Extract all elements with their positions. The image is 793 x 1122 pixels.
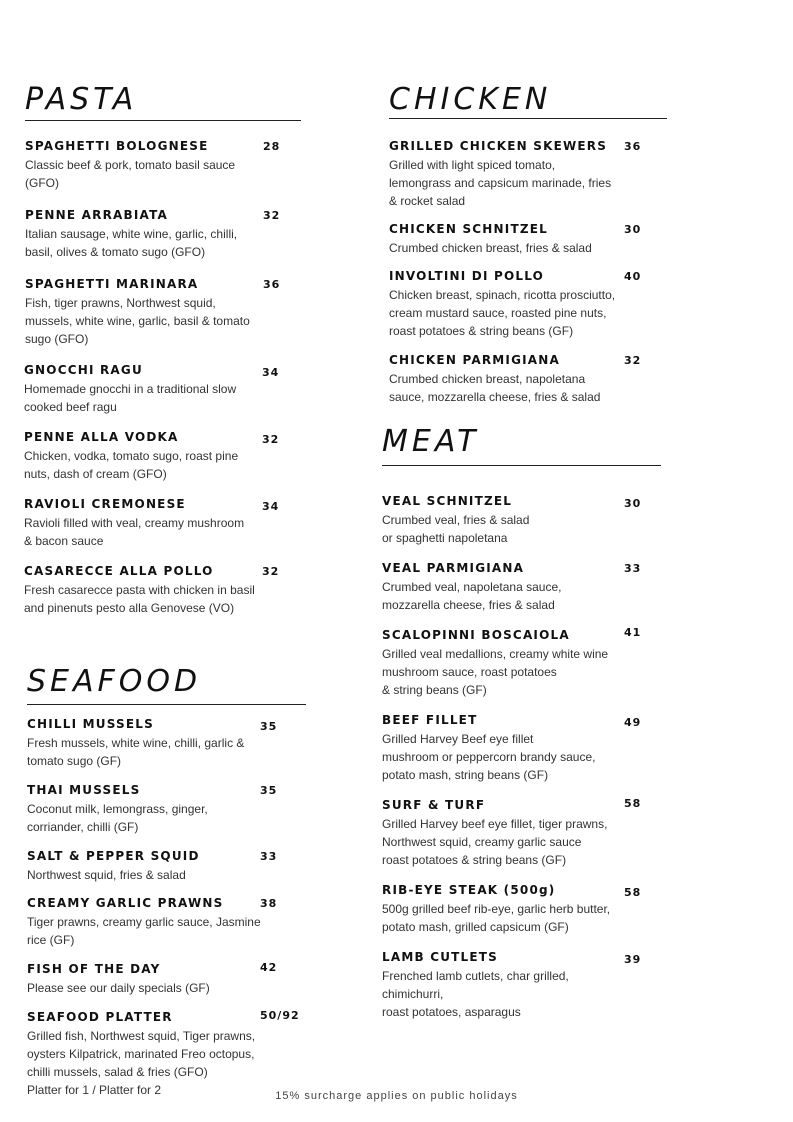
menu-item-description [382,511,529,547]
description-line: Northwest squid, creamy garlic sauce [382,835,582,849]
description-line: tomato sugo (GF) [27,754,122,768]
description-line: Fresh casarecce pasta with chicken in basil [24,583,255,597]
menu-item-price: 32 [262,433,280,446]
description-line: cream mustard sauce, roasted pine nuts, [389,306,607,320]
menu-item-price: 32 [263,209,281,222]
menu-item-price: 30 [624,223,642,236]
description-line: potato mash, grilled capsicum (GF) [382,920,569,934]
menu-item-price: 32 [262,565,280,578]
description-line: mussels, white wine, garlic, basil & tomato [25,314,250,328]
menu-item-name: LAMB CUTLETS [382,950,499,964]
description-line: mushroom or peppercorn brandy sauce, [382,750,596,764]
description-line: & rocket salad [389,194,466,208]
menu-item-description [27,800,208,836]
description-line: & bacon sauce [24,534,104,548]
description-line: oysters Kilpatrick, marinated Freo octopus, [27,1047,255,1061]
menu-item-description [382,900,610,936]
menu-item-name: SALT & PEPPER SQUID [27,849,200,863]
description-line: Please see our daily specials (GF) [27,981,210,995]
menu-item-description [24,514,244,550]
surcharge-note: 15% surcharge applies on public holidays [275,1090,518,1102]
description-line: sauce, mozzarella cheese, fries & salad [389,390,601,404]
menu-item-description [389,286,615,340]
description-line: Grilled Harvey Beef eye fillet [382,732,534,746]
menu-item-price: 35 [260,784,278,797]
pasta-divider [25,120,301,121]
menu-item-price: 39 [624,953,642,966]
menu-item-description [27,734,244,770]
meat-heading: MEAT [382,424,480,459]
description-line: mushroom sauce, roast potatoes [382,665,557,679]
description-line: roast potatoes & string beans (GF) [382,853,567,867]
description-line: Crumbed veal, fries & salad [382,513,530,527]
menu-item-name: SPAGHETTI MARINARA [25,277,199,291]
menu-item-description [25,156,235,192]
description-line: roast potatoes, asparagus [382,1005,521,1019]
menu-item-price: 36 [624,140,642,153]
menu-item-price: 30 [624,497,642,510]
menu-item-description [382,967,569,1021]
menu-item-name: BEEF FILLET [382,713,478,727]
description-line: rice (GF) [27,933,75,947]
menu-item-description [382,730,595,784]
meat-divider [382,465,661,466]
menu-item-price: 58 [624,886,642,899]
description-line: and pinenuts pesto alla Genovese (VO) [24,601,235,615]
description-line: Coconut milk, lemongrass, ginger, [27,802,208,816]
description-line: Homemade gnocchi in a traditional slow [24,382,237,396]
description-line: Tiger prawns, creamy garlic sauce, Jasmine [27,915,261,929]
menu-item-description [25,294,250,348]
seafood-heading: SEAFOOD [27,664,202,699]
menu-item-price: 34 [262,500,280,513]
menu-item-price: 42 [260,961,278,974]
menu-item-name: CHILLI MUSSELS [27,717,154,731]
menu-item-price: 38 [260,897,278,910]
menu-item-name: SCALOPINNI BOSCAIOLA [382,628,570,642]
menu-item-description [389,156,611,210]
description-line: roast potatoes & string beans (GF) [389,324,574,338]
menu-item-name: RIB-EYE STEAK (500g) [382,883,556,897]
description-line: Grilled fish, Northwest squid, Tiger prawns, [27,1029,256,1043]
menu-item-description [24,380,236,416]
menu-item-description [382,578,561,614]
description-line: Grilled veal medallions, creamy white wine [382,647,609,661]
description-line: & string beans (GF) [382,683,487,697]
description-line: Northwest squid, fries & salad [27,868,186,882]
description-line: Chicken breast, spinach, ricotta prosciutto, [389,288,616,302]
menu-item-price: 34 [262,366,280,379]
menu-item-name: RAVIOLI CREMONESE [24,497,186,511]
chicken-heading: CHICKEN [389,82,552,117]
pasta-heading: PASTA [25,82,138,117]
menu-item-name: FISH OF THE DAY [27,962,161,976]
menu-item-description [389,370,600,406]
menu-item-name: THAI MUSSELS [27,783,141,797]
menu-item-price: 33 [260,850,278,863]
menu-item-price: 41 [624,626,642,639]
seafood-divider [27,704,306,705]
menu-item-price: 28 [263,140,281,153]
menu-item-price: 49 [624,716,642,729]
description-line: mozzarella cheese, fries & salad [382,598,555,612]
menu-item-price: 32 [624,354,642,367]
description-line: Fresh mussels, white wine, chilli, garlic & [27,736,245,750]
menu-item-name: VEAL PARMIGIANA [382,561,525,575]
menu-item-description [389,239,592,257]
description-line: potato mash, string beans (GF) [382,768,549,782]
menu-item-name: PENNE ARRABIATA [25,208,169,222]
description-line: Frenched lamb cutlets, char grilled, [382,969,569,983]
description-line: corriander, chilli (GF) [27,820,139,834]
menu-item-price: 58 [624,797,642,810]
description-line: chilli mussels, salad & fries (GFO) [27,1065,208,1079]
description-line: sugo (GFO) [25,332,89,346]
description-line: Platter for 1 / Platter for 2 [27,1083,162,1097]
description-line: chimichurri, [382,987,444,1001]
menu-item-name: CHICKEN PARMIGIANA [389,353,560,367]
description-line: Crumbed chicken breast, fries & salad [389,241,592,255]
description-line: Grilled with light spiced tomato, [389,158,556,172]
menu-item-description [27,913,261,949]
menu-item-description [24,447,238,483]
menu-item-price: 35 [260,720,278,733]
description-line: Crumbed veal, napoletana sauce, [382,580,562,594]
menu-item-price: 50/92 [260,1009,300,1022]
menu-item-name: INVOLTINI DI POLLO [389,269,545,283]
menu-item-description [24,581,255,617]
menu-item-price: 36 [263,278,281,291]
menu-item-description [27,866,186,884]
description-line: Crumbed chicken breast, napoletana [389,372,586,386]
menu-item-name: SURF & TURF [382,798,486,812]
description-line: Italian sausage, white wine, garlic, chilli, [25,227,238,241]
menu-item-name: VEAL SCHNITZEL [382,494,513,508]
chicken-divider [389,118,667,119]
menu-item-name: SPAGHETTI BOLOGNESE [25,139,209,153]
menu-item-price: 33 [624,562,642,575]
menu-item-description [27,1027,255,1099]
menu-item-name: CHICKEN SCHNITZEL [389,222,548,236]
description-line: (GFO) [25,176,59,190]
description-line: Chicken, vodka, tomato sugo, roast pine [24,449,239,463]
menu-item-description [382,815,607,869]
menu-item-name: CASARECCE ALLA POLLO [24,564,214,578]
menu-item-name: CREAMY GARLIC PRAWNS [27,896,224,910]
menu-item-description [27,979,210,997]
menu-item-name: GRILLED CHICKEN SKEWERS [389,139,608,153]
description-line: basil, olives & tomato sugo (GFO) [25,245,206,259]
description-line: Ravioli filled with veal, creamy mushroom [24,516,245,530]
description-line: or spaghetti napoletana [382,531,508,545]
menu-item-price: 40 [624,270,642,283]
description-line: Fish, tiger prawns, Northwest squid, [25,296,216,310]
description-line: lemongrass and capsicum marinade, fries [389,176,612,190]
description-line: 500g grilled beef rib-eye, garlic herb butter, [382,902,611,916]
description-line: Classic beef & pork, tomato basil sauce [25,158,236,172]
description-line: cooked beef ragu [24,400,117,414]
menu-item-name: PENNE ALLA VODKA [24,430,179,444]
description-line: nuts, dash of cream (GFO) [24,467,167,481]
menu-item-description [382,645,608,699]
menu-item-name: SEAFOOD PLATTER [27,1010,173,1024]
description-line: Grilled Harvey beef eye fillet, tiger prawns, [382,817,608,831]
menu-item-description [25,225,237,261]
menu-item-name: GNOCCHI RAGU [24,363,143,377]
